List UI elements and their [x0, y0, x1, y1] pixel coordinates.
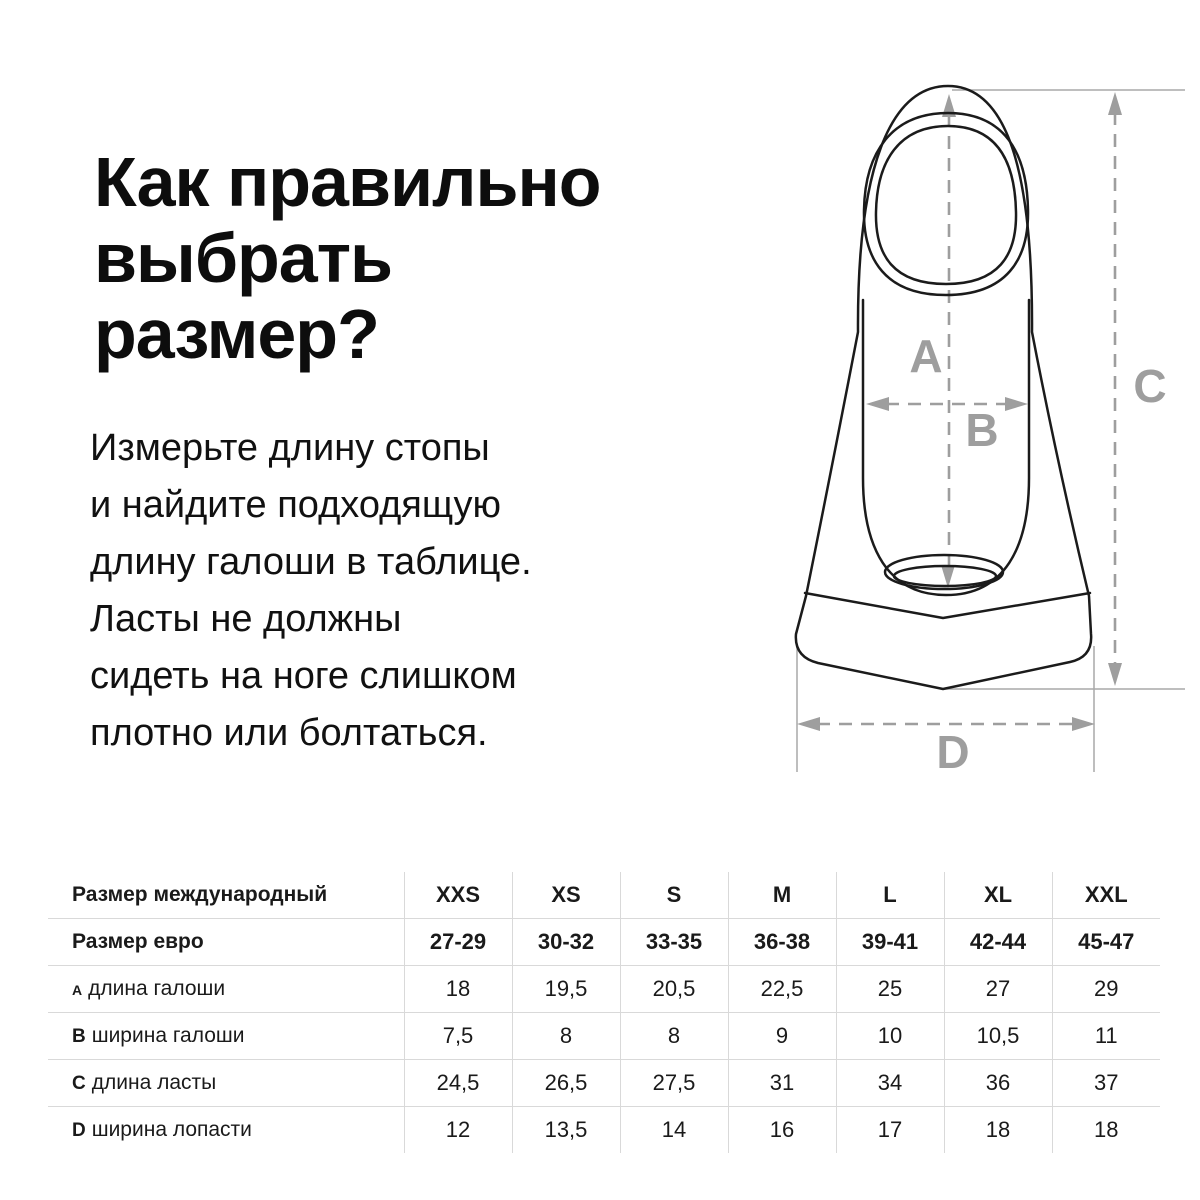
size-cell: 7,5: [404, 1013, 512, 1060]
row-label-text: ширина галоши: [91, 1024, 245, 1047]
intro-text-line: длину галоши в таблице.: [90, 541, 532, 583]
dimension-arrowheads: [797, 92, 1122, 731]
row-label-text: длина ласты: [91, 1071, 217, 1094]
row-label-euro: Размер евро: [48, 919, 404, 966]
dimension-d-label: D: [936, 726, 970, 778]
row-label-d: [48, 1107, 404, 1154]
size-cell: 16: [728, 1107, 836, 1154]
table-row-euro: [48, 919, 1160, 966]
size-cell: 26,5: [512, 1060, 620, 1107]
page-title-line: размер?: [94, 295, 379, 373]
size-cell: 14: [620, 1107, 728, 1154]
size-cell: M: [728, 872, 836, 919]
intro-text-line: сидеть на ноге слишком: [90, 655, 517, 697]
page-title-line: Как правильно: [94, 143, 601, 221]
foot-pocket: [863, 300, 1029, 595]
row-label-international: Размер международный: [72, 883, 328, 906]
dimension-c-label: C: [1133, 360, 1167, 412]
size-table: [48, 872, 1160, 1153]
table-row-a: [48, 966, 1160, 1013]
size-cell: 36-38: [728, 919, 836, 966]
size-cell: 9: [728, 1013, 836, 1060]
size-cell: 27: [944, 966, 1052, 1013]
size-cell: 42-44: [944, 919, 1052, 966]
size-cell: 24,5: [404, 1060, 512, 1107]
size-cell: 8: [620, 1013, 728, 1060]
size-cell: 22,5: [728, 966, 836, 1013]
row-label-text: длина галоши: [88, 977, 226, 1000]
size-cell: 30-32: [512, 919, 620, 966]
size-cell: XXL: [1052, 872, 1160, 919]
table-row-c: [48, 1060, 1160, 1107]
foot-opening-inner: [876, 126, 1016, 284]
size-cell: 13,5: [512, 1107, 620, 1154]
dimension-letter: D: [72, 1120, 86, 1141]
dimension-letter: B: [72, 1026, 86, 1047]
dimension-a-label: A: [909, 330, 943, 382]
size-cell: 29: [1052, 966, 1160, 1013]
dimension-letter: A: [72, 982, 83, 998]
arrow-b-left: [866, 397, 889, 411]
row-label-b: [48, 1013, 404, 1060]
intro-text-line: Ласты не должны: [90, 598, 402, 640]
intro-text-line: Измерьте длину стопы: [90, 427, 490, 469]
size-cell: 34: [836, 1060, 944, 1107]
dimension-letter: C: [72, 1073, 86, 1094]
fin-outline: [796, 86, 1091, 689]
row-label-c: [48, 1060, 404, 1107]
intro-text-line: плотно или болтаться.: [90, 712, 488, 754]
size-cell: 10,5: [944, 1013, 1052, 1060]
size-cell: 8: [512, 1013, 620, 1060]
size-cell: XXS: [404, 872, 512, 919]
row-label-a: [48, 966, 404, 1013]
arrow-c-down: [1108, 663, 1122, 686]
size-cell: 19,5: [512, 966, 620, 1013]
foot-opening-outer: [864, 113, 1028, 295]
size-cell: 18: [1052, 1107, 1160, 1154]
size-cell: XS: [512, 872, 620, 919]
size-cell: 11: [1052, 1013, 1160, 1060]
size-cell: 27,5: [620, 1060, 728, 1107]
size-cell: 18: [944, 1107, 1052, 1154]
size-cell: 17: [836, 1107, 944, 1154]
table-row-b: [48, 1013, 1160, 1060]
size-cell: 18: [404, 966, 512, 1013]
size-cell: S: [620, 872, 728, 919]
arrow-b-right: [1005, 397, 1028, 411]
size-cell: 10: [836, 1013, 944, 1060]
table-row-d: [48, 1107, 1160, 1154]
intro-text-line: и найдите подходящую: [90, 484, 502, 526]
arrow-d-right: [1072, 717, 1095, 731]
page-title-line: выбрать: [94, 219, 393, 297]
size-cell: XL: [944, 872, 1052, 919]
row-label-text: ширина лопасти: [91, 1118, 252, 1141]
size-cell: 12: [404, 1107, 512, 1154]
size-cell: 20,5: [620, 966, 728, 1013]
arrow-d-left: [797, 717, 820, 731]
size-cell: 31: [728, 1060, 836, 1107]
size-cell: 36: [944, 1060, 1052, 1107]
arrow-a-down: [941, 565, 955, 588]
size-cell: 25: [836, 966, 944, 1013]
arrow-c-up: [1108, 92, 1122, 115]
size-cell: 45-47: [1052, 919, 1160, 966]
blade-chevron-line: [805, 593, 1090, 618]
size-cell: 39-41: [836, 919, 944, 966]
size-cell: L: [836, 872, 944, 919]
dimension-b-label: B: [965, 404, 999, 456]
size-cell: 33-35: [620, 919, 728, 966]
size-cell: 37: [1052, 1060, 1160, 1107]
table-row-international: [48, 872, 1160, 919]
size-cell: 27-29: [404, 919, 512, 966]
